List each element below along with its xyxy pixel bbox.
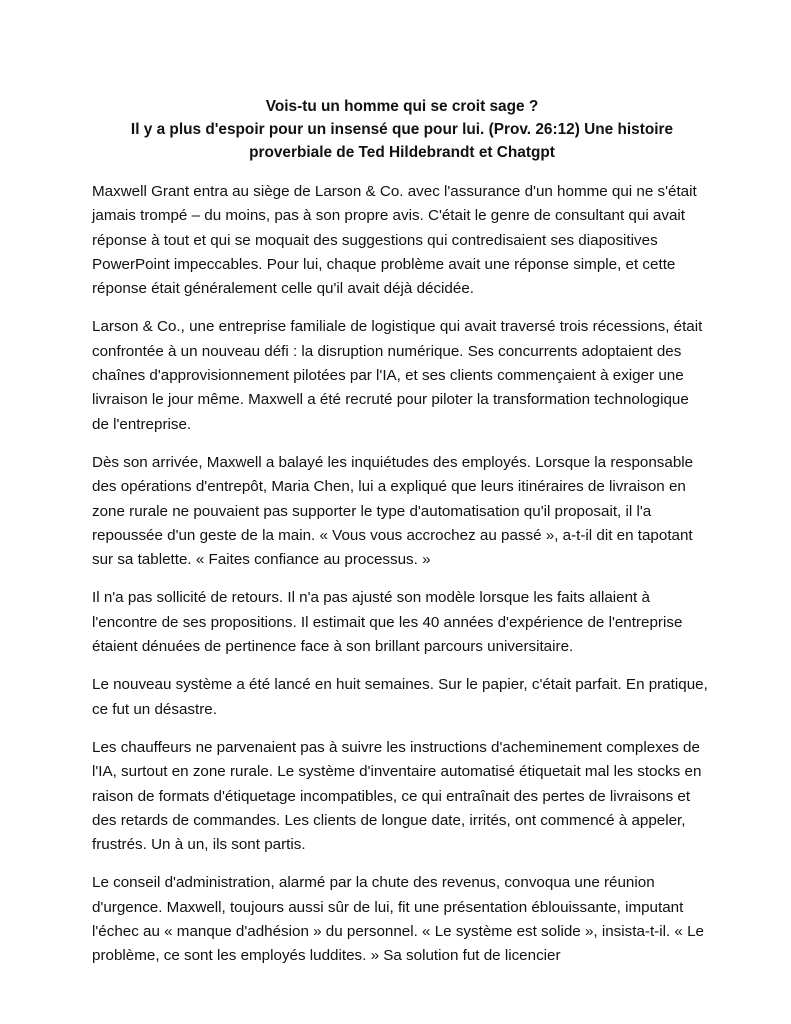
paragraph-2: Larson & Co., une entreprise familiale de logistique qui avait traversé trois récessions, était confrontée à un nouveau défi : la disruption numérique. Ses concurrents adoptaient des chaînes d'approvisionnement pilotées par l'IA, et ses clients commençaient à exiger une livraison le jour même. Maxwell a été recruté pour piloter la transformation technologique de l'entreprise. xyxy=(92,318,703,433)
title-line-2: Il y a plus d'espoir pour un insensé que pour lui. (Prov. 26:12) Une histoire proverbiale de Ted Hildebrandt et Chatgpt xyxy=(130,121,674,161)
paragraph-4: Il n'a pas sollicité de retours. Il n'a pas ajusté son modèle lorsque les faits allaient à l'encontre de ses propositions. Il estimait que les 40 années d'expérience de l'entreprise étaient dénuées de pertinence face à son brillant parcours universitaire. xyxy=(92,589,683,656)
paragraph-5: Le nouveau système a été lancé en huit semaines. Sur le papier, c'était parfait. En pratique, ce fut un désastre. xyxy=(92,676,708,718)
paragraph-6: Les chauffeurs ne parvenaient pas à suivre les instructions d'acheminement complexes de l'IA, surtout en zone rurale. Le système d'inventaire automatisé étiquetait mal les stocks en raison de formats d'étiquetage incompatibles, ce qui entraînait des pertes de livraisons et des retards de commandes. Les clients de longue date, irrités, ont commencé à appeler, frustrés. Un à un, ils sont partis. xyxy=(92,738,702,854)
title-line-1: Vois-tu un homme qui se croit sage ? xyxy=(265,98,539,115)
document-title xyxy=(92,95,712,164)
paragraph-3: Dès son arrivée, Maxwell a balayé les inquiétudes des employés. Lorsque la responsable des opérations d'entrepôt, Maria Chen, lui a expliqué que leurs itinéraires de livraison en zone rurale ne pouvaient pas supporter le type d'automatisation qu'il proposait, il l'a repoussée d'un geste de la main. « Vous vous accrochez au passé », a-t-il dit en tapotant sur sa tablette. « Faites confiance au processus. » xyxy=(92,453,694,569)
paragraph-7: Le conseil d'administration, alarmé par la chute des revenus, convoqua une réunion d'urgence. Maxwell, toujours aussi sûr de lui, fit une présentation éblouissante, imputant l'échec au « manque d'adhésion » du personnel. « Le système est solide », insista-t-il. « Le problème, ce sont les employés luddites. » Sa solution fut de licencier xyxy=(92,874,704,965)
paragraph-1: Maxwell Grant entra au siège de Larson & Co. avec l'assurance d'un homme qui ne s'était jamais trompé – du moins, pas à son propre avis. C'était le genre de consultant qui avait réponse à tout et qui se moquait des suggestions qui contredisaient ses diapositives PowerPoint impeccables. Pour lui, chaque problème avait une réponse simple, et cette réponse était généralement celle qu'il avait déjà décidée. xyxy=(92,183,697,298)
document-body xyxy=(92,180,708,983)
